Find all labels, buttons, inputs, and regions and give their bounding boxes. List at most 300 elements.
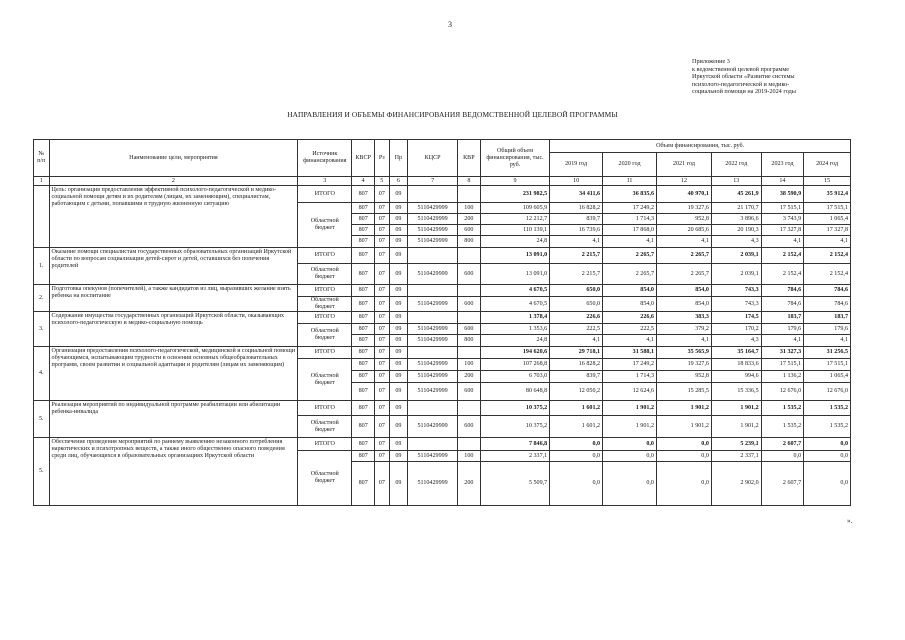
kvsr-cell: 807 bbox=[352, 359, 375, 371]
row-number: 3. bbox=[34, 312, 50, 347]
total-cell: 1 353,6 bbox=[480, 324, 549, 335]
total-cell: 10 375,2 bbox=[480, 416, 549, 438]
kvsr-cell: 807 bbox=[352, 347, 375, 359]
kvsr-cell: 807 bbox=[352, 297, 375, 312]
kcsr-cell: 5110429999 bbox=[408, 297, 458, 312]
pr-cell: 09 bbox=[389, 371, 408, 383]
pr-cell: 09 bbox=[389, 264, 408, 285]
pr-cell: 09 bbox=[389, 451, 408, 462]
source-cell: Областной бюджет bbox=[298, 324, 352, 347]
kvr-cell: 600 bbox=[457, 264, 480, 285]
year-cell: 2 152,4 bbox=[761, 264, 804, 285]
kcsr-cell: 5110429999 bbox=[408, 324, 458, 335]
kvsr-cell: 807 bbox=[352, 324, 375, 335]
year-cell: 1 714,3 bbox=[603, 371, 657, 383]
year-cell: 854,0 bbox=[656, 285, 711, 297]
year-cell: 650,0 bbox=[550, 285, 603, 297]
year-cell: 31 588,1 bbox=[603, 347, 657, 359]
header-source: Источник финансирования bbox=[298, 140, 352, 177]
rz-cell: 07 bbox=[375, 347, 390, 359]
kvr-cell: 600 bbox=[457, 324, 480, 335]
kvr-cell bbox=[457, 438, 480, 451]
kcsr-cell: 5110429999 bbox=[408, 462, 458, 506]
table-row-total bbox=[34, 285, 851, 297]
total-cell: 5 509,7 bbox=[480, 462, 549, 506]
year-cell: 0,0 bbox=[804, 462, 851, 506]
kvsr-cell: 807 bbox=[352, 383, 375, 401]
page-number: 3 bbox=[448, 20, 452, 29]
kcsr-cell bbox=[408, 312, 458, 324]
year-cell: 179,6 bbox=[804, 324, 851, 335]
year-cell: 17 515,1 bbox=[761, 359, 804, 371]
year-cell: 952,8 bbox=[656, 371, 711, 383]
header-kcsr: КЦСР bbox=[408, 140, 458, 177]
year-cell: 1 901,2 bbox=[656, 401, 711, 416]
year-cell: 179,6 bbox=[761, 324, 804, 335]
kvr-cell: 600 bbox=[457, 225, 480, 236]
rz-cell: 07 bbox=[375, 401, 390, 416]
year-cell: 2 039,1 bbox=[711, 248, 761, 264]
column-number: 8 bbox=[457, 177, 480, 186]
year-cell: 2 215,7 bbox=[550, 248, 603, 264]
header-pr: Пр bbox=[389, 140, 408, 177]
year-cell: 34 411,6 bbox=[550, 186, 603, 203]
year-cell: 20 685,6 bbox=[656, 225, 711, 236]
total-cell: 107 268,8 bbox=[480, 359, 549, 371]
year-cell: 839,7 bbox=[550, 214, 603, 225]
table-row-total bbox=[34, 347, 851, 359]
pr-cell: 09 bbox=[389, 324, 408, 335]
kvsr-cell: 807 bbox=[352, 438, 375, 451]
kcsr-cell: 5110429999 bbox=[408, 225, 458, 236]
source-cell: ИТОГО bbox=[298, 401, 352, 416]
kvsr-cell: 807 bbox=[352, 264, 375, 285]
header-kvr: КВР bbox=[457, 140, 480, 177]
year-cell: 2 607,7 bbox=[761, 438, 804, 451]
year-cell: 784,6 bbox=[804, 297, 851, 312]
year-cell: 2 152,4 bbox=[761, 248, 804, 264]
header-year: 2023 год bbox=[761, 153, 804, 177]
kvsr-cell: 807 bbox=[352, 186, 375, 203]
year-cell: 1 901,2 bbox=[603, 416, 657, 438]
kvr-cell: 100 bbox=[457, 359, 480, 371]
year-cell: 0,0 bbox=[603, 438, 657, 451]
year-cell: 854,0 bbox=[603, 285, 657, 297]
year-cell: 1 535,2 bbox=[804, 401, 851, 416]
kvsr-cell: 807 bbox=[352, 335, 375, 347]
year-cell: 2 337,1 bbox=[711, 451, 761, 462]
year-cell: 2 607,7 bbox=[761, 462, 804, 506]
year-cell: 12 676,0 bbox=[761, 383, 804, 401]
column-number: 10 bbox=[550, 177, 603, 186]
kvr-cell bbox=[457, 347, 480, 359]
column-number: 7 bbox=[408, 177, 458, 186]
column-number: 6 bbox=[389, 177, 408, 186]
year-cell: 1 136,2 bbox=[761, 371, 804, 383]
year-cell: 222,5 bbox=[550, 324, 603, 335]
year-cell: 35 565,9 bbox=[656, 347, 711, 359]
closing-mark: ». bbox=[847, 517, 853, 525]
financing-table bbox=[33, 139, 851, 506]
table-row-total bbox=[34, 248, 851, 264]
rz-cell: 07 bbox=[375, 248, 390, 264]
pr-cell: 09 bbox=[389, 438, 408, 451]
year-cell: 4,1 bbox=[804, 236, 851, 248]
appendix-line: психолого-педагогической и медико- bbox=[692, 80, 790, 88]
kvsr-cell: 807 bbox=[352, 401, 375, 416]
year-cell: 19 327,6 bbox=[656, 359, 711, 371]
total-cell: 12 212,7 bbox=[480, 214, 549, 225]
year-cell: 650,0 bbox=[550, 297, 603, 312]
year-cell: 1 535,2 bbox=[804, 416, 851, 438]
year-cell: 0,0 bbox=[550, 462, 603, 506]
year-cell: 17 868,0 bbox=[603, 225, 657, 236]
year-cell: 1 601,2 bbox=[550, 401, 603, 416]
column-number: 12 bbox=[656, 177, 711, 186]
column-number: 15 bbox=[804, 177, 851, 186]
total-cell: 4 670,5 bbox=[480, 285, 549, 297]
year-cell: 2 039,1 bbox=[711, 264, 761, 285]
pr-cell: 09 bbox=[389, 248, 408, 264]
year-cell: 17 327,8 bbox=[804, 225, 851, 236]
kvr-cell: 800 bbox=[457, 335, 480, 347]
header-year: 2022 год bbox=[711, 153, 761, 177]
total-cell: 13 091,0 bbox=[480, 264, 549, 285]
year-cell: 2 152,4 bbox=[804, 264, 851, 285]
year-cell: 0,0 bbox=[761, 451, 804, 462]
rz-cell: 07 bbox=[375, 324, 390, 335]
year-cell: 29 718,1 bbox=[550, 347, 603, 359]
kvsr-cell: 807 bbox=[352, 416, 375, 438]
year-cell: 784,6 bbox=[804, 285, 851, 297]
rz-cell: 07 bbox=[375, 335, 390, 347]
row-number: 2. bbox=[34, 285, 50, 312]
year-cell: 1 535,2 bbox=[761, 401, 804, 416]
year-cell: 36 835,6 bbox=[603, 186, 657, 203]
total-cell: 10 375,2 bbox=[480, 401, 549, 416]
year-cell: 994,6 bbox=[711, 371, 761, 383]
year-cell: 4,1 bbox=[603, 236, 657, 248]
table-row-total bbox=[34, 438, 851, 451]
year-cell: 17 515,1 bbox=[804, 203, 851, 214]
year-cell: 4,1 bbox=[656, 236, 711, 248]
year-cell: 2 902,0 bbox=[711, 462, 761, 506]
column-number: 3 bbox=[298, 177, 352, 186]
kvr-cell bbox=[457, 285, 480, 297]
header-num: № п/п bbox=[34, 140, 50, 177]
kcsr-cell: 5110429999 bbox=[408, 236, 458, 248]
rz-cell: 07 bbox=[375, 312, 390, 324]
total-cell: 13 091,0 bbox=[480, 248, 549, 264]
kvr-cell: 800 bbox=[457, 236, 480, 248]
total-cell: 194 620,6 bbox=[480, 347, 549, 359]
year-cell: 17 515,1 bbox=[761, 203, 804, 214]
year-cell: 0,0 bbox=[603, 462, 657, 506]
year-cell: 1 901,2 bbox=[711, 401, 761, 416]
year-cell: 17 327,8 bbox=[761, 225, 804, 236]
table-row-total bbox=[34, 186, 851, 203]
year-cell: 2 265,7 bbox=[656, 248, 711, 264]
rz-cell: 07 bbox=[375, 297, 390, 312]
total-cell: 24,8 bbox=[480, 236, 549, 248]
pr-cell: 09 bbox=[389, 186, 408, 203]
year-cell: 0,0 bbox=[550, 438, 603, 451]
source-cell: ИТОГО bbox=[298, 285, 352, 297]
activity-name: Подготовка опекунов (попечителей), а также кандидатов из лиц, выразивших желание взять ребенка на воспитание bbox=[49, 285, 298, 312]
kvr-cell: 200 bbox=[457, 371, 480, 383]
year-cell: 17 249,2 bbox=[603, 203, 657, 214]
row-number: 1. bbox=[34, 248, 50, 285]
rz-cell: 07 bbox=[375, 359, 390, 371]
header-name: Наименование цели, мероприятия bbox=[49, 140, 298, 177]
row-number bbox=[34, 186, 50, 248]
kvr-cell bbox=[457, 312, 480, 324]
source-cell: Областной бюджет bbox=[298, 451, 352, 506]
kcsr-cell bbox=[408, 285, 458, 297]
activity-name: Обеспечение проведения мероприятий по раннему выявлению незаконного потребления наркотических и психотропных веществ, а также иного общественно опасного поведения среди лиц, обучающихся в образовательных организациях Иркутской области bbox=[49, 438, 298, 506]
appendix-line: социальной помощи на 2019-2024 годы bbox=[692, 88, 796, 96]
column-number: 1 bbox=[34, 177, 50, 186]
kcsr-cell: 5110429999 bbox=[408, 335, 458, 347]
pr-cell: 09 bbox=[389, 347, 408, 359]
year-cell: 1 714,3 bbox=[603, 214, 657, 225]
total-cell: 231 982,5 bbox=[480, 186, 549, 203]
header-rz: Рз bbox=[375, 140, 390, 177]
rz-cell: 07 bbox=[375, 264, 390, 285]
year-cell: 0,0 bbox=[656, 438, 711, 451]
row-number: 5. bbox=[34, 401, 50, 438]
kvr-cell: 200 bbox=[457, 462, 480, 506]
year-cell: 1 601,2 bbox=[550, 416, 603, 438]
activity-name: Оказание помощи специалистам государственных образовательных организаций Иркутской области по вопросам социализации детей-сирот и детей, оставшихся без попечения родителей bbox=[49, 248, 298, 285]
row-number: 4. bbox=[34, 347, 50, 401]
total-cell: 80 648,8 bbox=[480, 383, 549, 401]
pr-cell: 09 bbox=[389, 297, 408, 312]
year-cell: 1 901,2 bbox=[711, 416, 761, 438]
year-cell: 952,8 bbox=[656, 214, 711, 225]
year-cell: 2 265,7 bbox=[656, 264, 711, 285]
year-cell: 0,0 bbox=[656, 451, 711, 462]
source-cell: ИТОГО bbox=[298, 438, 352, 451]
year-cell: 3 896,6 bbox=[711, 214, 761, 225]
appendix-line: Приложение 3 bbox=[692, 58, 730, 65]
header-kvsr: КВСР bbox=[352, 140, 375, 177]
total-cell: 110 139,1 bbox=[480, 225, 549, 236]
kvr-cell: 600 bbox=[457, 297, 480, 312]
year-cell: 1 065,4 bbox=[804, 371, 851, 383]
year-cell: 4,1 bbox=[761, 335, 804, 347]
pr-cell: 09 bbox=[389, 462, 408, 506]
column-number: 13 bbox=[711, 177, 761, 186]
year-cell: 18 833,6 bbox=[711, 359, 761, 371]
rz-cell: 07 bbox=[375, 225, 390, 236]
pr-cell: 09 bbox=[389, 359, 408, 371]
pr-cell: 09 bbox=[389, 401, 408, 416]
kvsr-cell: 807 bbox=[352, 203, 375, 214]
year-cell: 31 327,3 bbox=[761, 347, 804, 359]
pr-cell: 09 bbox=[389, 214, 408, 225]
year-cell: 2 265,7 bbox=[603, 264, 657, 285]
rz-cell: 07 bbox=[375, 236, 390, 248]
kvr-cell: 600 bbox=[457, 416, 480, 438]
year-cell: 743,3 bbox=[711, 297, 761, 312]
total-cell: 2 337,1 bbox=[480, 451, 549, 462]
year-cell: 40 970,1 bbox=[656, 186, 711, 203]
appendix-line: Иркутской области «Развитие системы bbox=[692, 73, 795, 81]
year-cell: 4,3 bbox=[711, 236, 761, 248]
column-number: 5 bbox=[375, 177, 390, 186]
kvr-cell: 100 bbox=[457, 203, 480, 214]
rz-cell: 07 bbox=[375, 186, 390, 203]
pr-cell: 09 bbox=[389, 285, 408, 297]
year-cell: 784,6 bbox=[761, 297, 804, 312]
year-cell: 183,7 bbox=[761, 312, 804, 324]
year-cell: 4,1 bbox=[804, 335, 851, 347]
year-cell: 2 265,7 bbox=[603, 248, 657, 264]
header-total: Общий объем финансирования, тыс. руб. bbox=[480, 140, 549, 177]
source-cell: ИТОГО bbox=[298, 248, 352, 264]
year-cell: 183,7 bbox=[804, 312, 851, 324]
total-cell: 4 670,5 bbox=[480, 297, 549, 312]
year-cell: 45 261,9 bbox=[711, 186, 761, 203]
year-cell: 12 624,6 bbox=[603, 383, 657, 401]
year-cell: 1 535,2 bbox=[761, 416, 804, 438]
year-cell: 1 901,2 bbox=[656, 416, 711, 438]
kcsr-cell: 5110429999 bbox=[408, 264, 458, 285]
header-year: 2021 год bbox=[656, 153, 711, 177]
year-cell: 3 743,9 bbox=[761, 214, 804, 225]
year-cell: 2 215,7 bbox=[550, 264, 603, 285]
rz-cell: 07 bbox=[375, 203, 390, 214]
source-cell: Областной бюджет bbox=[298, 297, 352, 312]
column-number: 4 bbox=[352, 177, 375, 186]
kcsr-cell: 5110429999 bbox=[408, 203, 458, 214]
header-years-group: Объем финансирования, тыс. руб. bbox=[550, 140, 851, 153]
kcsr-cell: 5110429999 bbox=[408, 214, 458, 225]
year-cell: 174,5 bbox=[711, 312, 761, 324]
year-cell: 35 912,4 bbox=[804, 186, 851, 203]
kvsr-cell: 807 bbox=[352, 225, 375, 236]
source-cell: Областной бюджет bbox=[298, 203, 352, 248]
year-cell: 31 256,5 bbox=[804, 347, 851, 359]
kvr-cell: 200 bbox=[457, 214, 480, 225]
year-cell: 379,2 bbox=[656, 324, 711, 335]
source-cell: Областной бюджет bbox=[298, 264, 352, 285]
kvr-cell bbox=[457, 186, 480, 203]
header-year: 2024 год bbox=[804, 153, 851, 177]
kcsr-cell bbox=[408, 438, 458, 451]
pr-cell: 09 bbox=[389, 203, 408, 214]
year-cell: 4,1 bbox=[656, 335, 711, 347]
pr-cell: 09 bbox=[389, 335, 408, 347]
year-cell: 0,0 bbox=[603, 451, 657, 462]
kcsr-cell: 5110429999 bbox=[408, 359, 458, 371]
year-cell: 839,7 bbox=[550, 371, 603, 383]
rz-cell: 07 bbox=[375, 451, 390, 462]
table-row-total bbox=[34, 312, 851, 324]
kvsr-cell: 807 bbox=[352, 285, 375, 297]
column-number: 11 bbox=[603, 177, 657, 186]
kcsr-cell bbox=[408, 347, 458, 359]
kvsr-cell: 807 bbox=[352, 312, 375, 324]
year-cell: 4,1 bbox=[550, 335, 603, 347]
kvr-cell: 600 bbox=[457, 383, 480, 401]
year-cell: 4,1 bbox=[761, 236, 804, 248]
rz-cell: 07 bbox=[375, 285, 390, 297]
kvsr-cell: 807 bbox=[352, 214, 375, 225]
year-cell: 1 901,2 bbox=[603, 401, 657, 416]
year-cell: 0,0 bbox=[656, 462, 711, 506]
total-cell: 1 378,4 bbox=[480, 312, 549, 324]
year-cell: 2 152,4 bbox=[804, 248, 851, 264]
rz-cell: 07 bbox=[375, 214, 390, 225]
year-cell: 17 249,2 bbox=[603, 359, 657, 371]
total-cell: 109 605,9 bbox=[480, 203, 549, 214]
column-number: 2 bbox=[49, 177, 298, 186]
total-cell: 7 846,8 bbox=[480, 438, 549, 451]
year-cell: 170,2 bbox=[711, 324, 761, 335]
rz-cell: 07 bbox=[375, 438, 390, 451]
year-cell: 0,0 bbox=[550, 451, 603, 462]
year-cell: 854,0 bbox=[603, 297, 657, 312]
kcsr-cell bbox=[408, 248, 458, 264]
kvsr-cell: 807 bbox=[352, 462, 375, 506]
year-cell: 4,1 bbox=[550, 236, 603, 248]
row-number: 5. bbox=[34, 438, 50, 506]
year-cell: 21 170,7 bbox=[711, 203, 761, 214]
year-cell: 226,6 bbox=[550, 312, 603, 324]
year-cell: 38 590,9 bbox=[761, 186, 804, 203]
kvr-cell bbox=[457, 248, 480, 264]
activity-name: Содержание имущества государственных организаций Иркутской области, оказывающих психолого-педагогическую и медико-социальную помощь bbox=[49, 312, 298, 347]
year-cell: 0,0 bbox=[804, 438, 851, 451]
source-cell: ИТОГО bbox=[298, 312, 352, 324]
kcsr-cell bbox=[408, 401, 458, 416]
rz-cell: 07 bbox=[375, 416, 390, 438]
year-cell: 743,3 bbox=[711, 285, 761, 297]
kcsr-cell: 5110429999 bbox=[408, 371, 458, 383]
year-cell: 5 239,1 bbox=[711, 438, 761, 451]
year-cell: 1 065,4 bbox=[804, 214, 851, 225]
table-row-total bbox=[34, 401, 851, 416]
kcsr-cell: 5110429999 bbox=[408, 416, 458, 438]
column-number: 9 bbox=[480, 177, 549, 186]
column-number: 14 bbox=[761, 177, 804, 186]
kvsr-cell: 807 bbox=[352, 371, 375, 383]
year-cell: 12 676,0 bbox=[804, 383, 851, 401]
appendix-line: к ведомственной целевой программе bbox=[692, 65, 789, 73]
header-year: 2020 год bbox=[603, 153, 657, 177]
rz-cell: 07 bbox=[375, 462, 390, 506]
kvsr-cell: 807 bbox=[352, 451, 375, 462]
kcsr-cell bbox=[408, 186, 458, 203]
kvsr-cell: 807 bbox=[352, 236, 375, 248]
year-cell: 383,3 bbox=[656, 312, 711, 324]
year-cell: 854,0 bbox=[656, 297, 711, 312]
pr-cell: 09 bbox=[389, 312, 408, 324]
year-cell: 12 050,2 bbox=[550, 383, 603, 401]
header-year: 2019 год bbox=[550, 153, 603, 177]
pr-cell: 09 bbox=[389, 416, 408, 438]
document-title: НАПРАВЛЕНИЯ И ОБЪЕМЫ ФИНАНСИРОВАНИЯ ВЕДОМСТВЕННОЙ ЦЕЛЕВОЙ ПРОГРАММЫ bbox=[287, 110, 618, 119]
year-cell: 226,6 bbox=[603, 312, 657, 324]
year-cell: 4,3 bbox=[711, 335, 761, 347]
kvr-cell bbox=[457, 401, 480, 416]
year-cell: 0,0 bbox=[804, 451, 851, 462]
kvsr-cell: 807 bbox=[352, 248, 375, 264]
kvr-cell: 100 bbox=[457, 451, 480, 462]
kcsr-cell: 5110429999 bbox=[408, 451, 458, 462]
